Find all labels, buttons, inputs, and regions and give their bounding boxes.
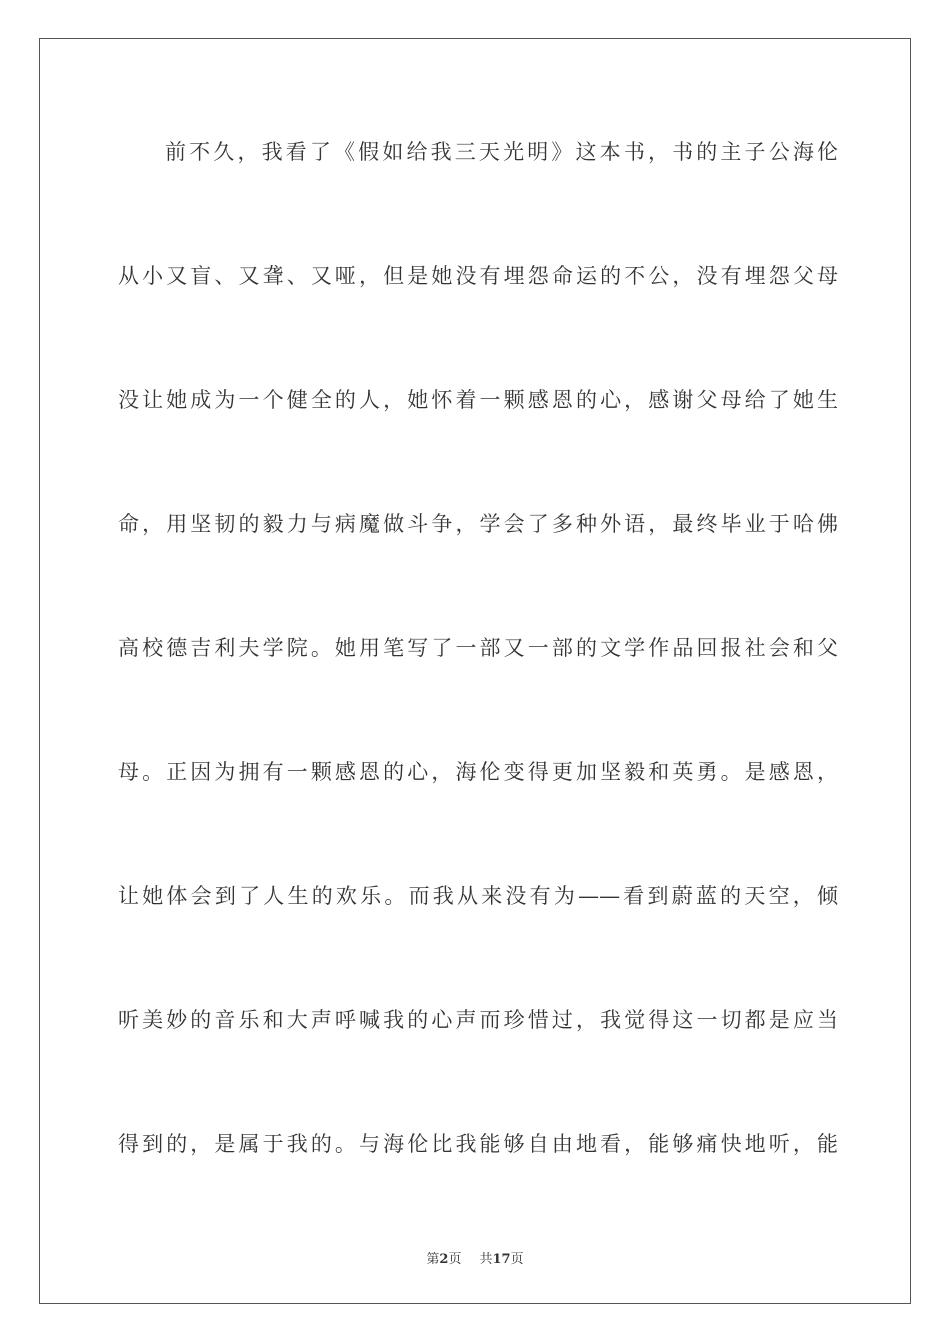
paragraph-line-2: 从小又盲、又聋、又哑，但是她没有埋怨命运的不公，没有埋怨父母 bbox=[118, 264, 838, 288]
paragraph-line-9: 得到的，是属于我的。与海伦比我能够自由地看，能够痛快地听，能 bbox=[118, 1132, 838, 1156]
paragraph-line-3: 没让她成为一个健全的人，她怀着一颗感恩的心，感谢父母给了她生 bbox=[118, 388, 838, 412]
total-label-prefix: 共 bbox=[479, 1252, 493, 1267]
paragraph-line-8: 听美妙的音乐和大声呼喊我的心声而珍惜过，我觉得这一切都是应当 bbox=[118, 1008, 838, 1032]
paragraph-line-4: 命，用坚韧的毅力与病魔做斗争，学会了多种外语，最终毕业于哈佛 bbox=[118, 512, 838, 536]
total-page-count: 17 bbox=[492, 1252, 511, 1267]
paragraph-line-5: 高校德吉利夫学院。她用笔写了一部又一部的文学作品回报社会和父 bbox=[118, 636, 838, 660]
page-border bbox=[39, 38, 911, 1304]
paragraph-line-7: 让她体会到了人生的欢乐。而我从来没有为——看到蔚蓝的天空，倾 bbox=[118, 884, 838, 908]
page-label-suffix: 页 bbox=[448, 1252, 462, 1267]
current-page-number: 2 bbox=[439, 1252, 449, 1267]
paragraph-line-6: 母。正因为拥有一颗感恩的心，海伦变得更加坚毅和英勇。是感恩， bbox=[118, 760, 838, 784]
page-footer bbox=[0, 1248, 950, 1267]
page-label-prefix: 第 bbox=[426, 1252, 440, 1267]
total-label-suffix: 页 bbox=[510, 1252, 524, 1267]
paragraph-line-1: 前不久，我看了《假如给我三天光明》这本书，书的主子公海伦 bbox=[165, 140, 838, 164]
